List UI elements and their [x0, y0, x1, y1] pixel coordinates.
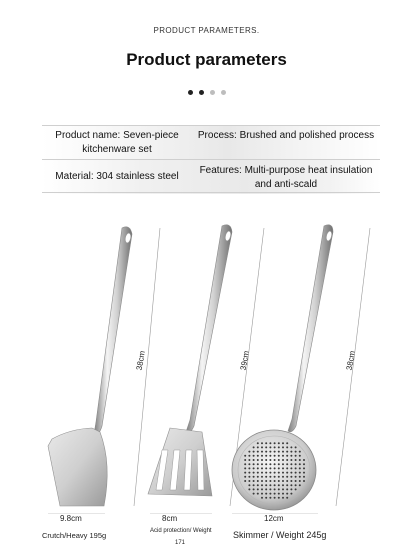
skimmer-hole: [257, 446, 259, 448]
skimmer-hole: [261, 484, 263, 486]
skimmer-hole: [253, 484, 255, 486]
skimmer-hole: [257, 480, 259, 482]
skimmer-hole: [282, 467, 284, 469]
skimmer-hole: [295, 467, 297, 469]
skimmer-hole: [257, 488, 259, 490]
skimmer-hole: [286, 497, 288, 499]
skimmer-hole: [269, 467, 271, 469]
skimmer-hole: [253, 493, 255, 495]
skimmer-hole: [269, 488, 271, 490]
skimmer-hole: [286, 467, 288, 469]
turner-handle: [186, 225, 232, 433]
skimmer-hole: [261, 463, 263, 465]
skimmer-hole: [282, 442, 284, 444]
skimmer-hole: [253, 480, 255, 482]
skimmer-hole: [269, 497, 271, 499]
skimmer-hole: [269, 459, 271, 461]
skimmer-hole: [274, 446, 276, 448]
tool3-caption: Skimmer / Weight 245g: [233, 530, 327, 540]
skimmer-hole: [274, 467, 276, 469]
tool3-width: 12cm: [264, 514, 284, 523]
skimmer-hole: [274, 484, 276, 486]
skimmer-hole: [295, 455, 297, 457]
skimmer-hole: [282, 497, 284, 499]
skimmer-hole: [244, 467, 246, 469]
skimmer-hole: [286, 472, 288, 474]
skimmer-hole: [274, 497, 276, 499]
skimmer-hole: [290, 476, 292, 478]
skimmer-hole: [261, 451, 263, 453]
skimmer-hole: [299, 467, 301, 469]
skimmer-hole: [295, 463, 297, 465]
skimmer-hole: [261, 497, 263, 499]
skimmer-hole: [303, 476, 305, 478]
skimmer-hole: [269, 480, 271, 482]
skimmer-hole: [261, 488, 263, 490]
skimmer-hole: [257, 459, 259, 461]
tool2-length: 39cm: [238, 350, 251, 371]
skimmer-hole: [295, 476, 297, 478]
section-kicker: PRODUCT PARAMETERS.: [153, 26, 260, 35]
skimmer-hole: [248, 480, 250, 482]
parameters-table: [42, 124, 380, 194]
skimmer-hole: [303, 459, 305, 461]
skimmer-hole: [290, 472, 292, 474]
skimmer-hole: [261, 442, 263, 444]
skimmer-hole: [248, 463, 250, 465]
skimmer-hole: [269, 463, 271, 465]
skimmer-hole: [299, 451, 301, 453]
skimmer-hole: [299, 480, 301, 482]
slotted-turner: [148, 225, 232, 496]
tool2-caption-extra: 171: [175, 540, 186, 546]
skimmer-hole: [290, 459, 292, 461]
skimmer-hole: [299, 459, 301, 461]
skimmer-hole: [286, 488, 288, 490]
skimmer-hole: [299, 476, 301, 478]
skimmer-hole: [299, 472, 301, 474]
param-product-name: Product name: Seven-piece kitchenware set: [55, 130, 179, 155]
skimmer-hole: [253, 476, 255, 478]
skimmer-hole: [278, 446, 280, 448]
skimmer-hole: [261, 467, 263, 469]
skimmer-hole: [265, 493, 267, 495]
wok-spatula: [48, 227, 132, 506]
tool1-length: 38cm: [134, 350, 147, 371]
skimmer-hole: [282, 463, 284, 465]
skimmer-hole: [253, 472, 255, 474]
table-divider: [42, 125, 380, 126]
skimmer-hole: [278, 476, 280, 478]
skimmer-hole: [257, 493, 259, 495]
skimmer-hole: [286, 484, 288, 486]
pagination-dot-1[interactable]: [188, 90, 193, 95]
skimmer-hole: [261, 476, 263, 478]
skimmer-hole: [253, 446, 255, 448]
skimmer-hole: [269, 451, 271, 453]
skimmer-hole: [248, 467, 250, 469]
skimmer-hole: [278, 463, 280, 465]
skimmer-hole: [286, 455, 288, 457]
skimmer-hole: [248, 459, 250, 461]
skimmer-hole: [295, 488, 297, 490]
skimmer-hole: [253, 463, 255, 465]
tool1-caption: Crutch/Heavy 195g: [42, 531, 107, 540]
tool2-width: 8cm: [162, 514, 178, 523]
skimmer-hole: [295, 480, 297, 482]
skimmer-hole: [269, 476, 271, 478]
skimmer-hole: [282, 459, 284, 461]
skimmer-hole: [257, 463, 259, 465]
skimmer-hole: [278, 442, 280, 444]
carousel-pagination[interactable]: [0, 90, 413, 95]
skimmer-hole: [244, 476, 246, 478]
pagination-dot-2[interactable]: [199, 90, 204, 95]
page-title: Product parameters: [126, 50, 287, 69]
skimmer-hole: [265, 467, 267, 469]
param-material: Material: 304 stainless steel: [55, 171, 179, 182]
skimmer-hole: [295, 451, 297, 453]
skimmer-hole: [282, 493, 284, 495]
skimmer-hole: [290, 455, 292, 457]
skimmer-hole: [261, 480, 263, 482]
skimmer-hole: [274, 493, 276, 495]
skimmer-hole: [282, 455, 284, 457]
skimmer-hole: [290, 493, 292, 495]
tool1-width: 9.8cm: [60, 514, 82, 523]
skimmer-handle: [288, 225, 333, 432]
skimmer-hole: [244, 459, 246, 461]
skimmer-hole: [265, 463, 267, 465]
skimmer-hole: [257, 472, 259, 474]
skimmer-hole: [290, 480, 292, 482]
skimmer-hole: [257, 455, 259, 457]
skimmer-hole: [299, 463, 301, 465]
skimmer-hole: [282, 484, 284, 486]
skimmer-hole: [269, 493, 271, 495]
skimmer-hole: [278, 472, 280, 474]
skimmer-hole: [257, 484, 259, 486]
skimmer-hole: [290, 467, 292, 469]
skimmer-hole: [269, 455, 271, 457]
skimmer-hole: [257, 467, 259, 469]
skimmer-hole: [274, 463, 276, 465]
skimmer-hole: [286, 442, 288, 444]
skimmer-hole: [244, 480, 246, 482]
skimmer-hole: [282, 480, 284, 482]
skimmer-hole: [261, 455, 263, 457]
skimmer-hole: [269, 446, 271, 448]
skimmer-hole: [282, 476, 284, 478]
skimmer-hole: [278, 451, 280, 453]
skimmer-hole: [286, 463, 288, 465]
skimmer-hole: [299, 484, 301, 486]
pagination-dot-4[interactable]: [221, 90, 226, 95]
skimmer-hole: [290, 488, 292, 490]
skimmer-hole: [257, 442, 259, 444]
skimmer-hole: [265, 476, 267, 478]
skimmer-hole: [265, 442, 267, 444]
skimmer-hole: [278, 497, 280, 499]
skimmer-hole: [253, 455, 255, 457]
skimmer-hole: [269, 484, 271, 486]
skimmer-hole: [248, 488, 250, 490]
skimmer-hole: [290, 451, 292, 453]
skimmer-hole: [265, 451, 267, 453]
skimmer-hole: [248, 472, 250, 474]
spatula-head: [48, 428, 107, 506]
skimmer-hole: [265, 488, 267, 490]
skimmer-hole: [253, 467, 255, 469]
skimmer-hole: [286, 476, 288, 478]
param-process: Process: Brushed and polished process: [197, 130, 375, 141]
skimmer-hole: [269, 442, 271, 444]
skimmer-hole: [248, 455, 250, 457]
skimmer-hole: [303, 480, 305, 482]
skimmer-hole: [248, 451, 250, 453]
skimmer-hole: [274, 451, 276, 453]
skimmer-hole: [265, 455, 267, 457]
skimmer-hole: [286, 459, 288, 461]
skimmer-hole: [282, 488, 284, 490]
tool3-length: 38cm: [344, 350, 357, 371]
skimmer-hole: [261, 472, 263, 474]
skimmer-hole: [299, 455, 301, 457]
skimmer-hole: [278, 484, 280, 486]
skimmer-hole: [261, 459, 263, 461]
skimmer-hole: [295, 472, 297, 474]
skimmer-hole: [278, 480, 280, 482]
skimmer-hole: [290, 484, 292, 486]
skimmer-hole: [278, 455, 280, 457]
skimmer-hole: [269, 472, 271, 474]
spatula-handle: [94, 227, 132, 434]
skimmer-hole: [286, 480, 288, 482]
skimmer-hole: [257, 476, 259, 478]
skimmer-hole: [248, 476, 250, 478]
skimmer-hole: [265, 484, 267, 486]
skimmer-hole: [261, 446, 263, 448]
skimmer-hole: [274, 459, 276, 461]
skimmer-hole: [282, 446, 284, 448]
skimmer-hole: [274, 480, 276, 482]
skimmer-hole: [282, 472, 284, 474]
skimmer-hole: [274, 488, 276, 490]
skimmer-hole: [244, 472, 246, 474]
skimmer-hole: [265, 459, 267, 461]
skimmer-hole: [274, 472, 276, 474]
skimmer-hole: [295, 446, 297, 448]
skimmer-hole: [278, 493, 280, 495]
table-divider: [42, 159, 380, 160]
skimmer-hole: [286, 446, 288, 448]
skimmer-hole: [303, 472, 305, 474]
skimmer-hole: [257, 451, 259, 453]
skimmer-hole: [274, 442, 276, 444]
skimmer-hole: [265, 472, 267, 474]
skimmer-hole: [282, 451, 284, 453]
skimmer-hole: [290, 463, 292, 465]
skimmer-hole: [286, 493, 288, 495]
pagination-dot-3[interactable]: [210, 90, 215, 95]
skimmer-hole: [244, 455, 246, 457]
skimmer-hole: [286, 451, 288, 453]
skimmer-hole: [265, 446, 267, 448]
skimmer-hole: [265, 497, 267, 499]
skimmer-hole: [253, 451, 255, 453]
skimmer-hole: [278, 488, 280, 490]
skimmer-hole: [290, 446, 292, 448]
skimmer-hole: [295, 459, 297, 461]
skimmer-hole: [253, 488, 255, 490]
skimmer-hole: [244, 463, 246, 465]
skimmer-hole: [278, 459, 280, 461]
table-divider: [42, 192, 380, 193]
skimmer-hole: [274, 476, 276, 478]
skimmer-hole: [248, 484, 250, 486]
skimmer-hole: [303, 467, 305, 469]
skimmer-hole: [278, 467, 280, 469]
skimmer-hole: [253, 459, 255, 461]
skimmer-hole: [265, 480, 267, 482]
param-features: Features: Multi-purpose heat insulation and anti-scald: [199, 165, 373, 190]
skimmer-hole: [261, 493, 263, 495]
skimmer-hole: [303, 463, 305, 465]
skimmer-hole: [295, 484, 297, 486]
skimmer-hole: [274, 455, 276, 457]
tool2-caption: Acid protection/ Weight: [150, 528, 212, 534]
tools-illustration: [0, 214, 413, 514]
